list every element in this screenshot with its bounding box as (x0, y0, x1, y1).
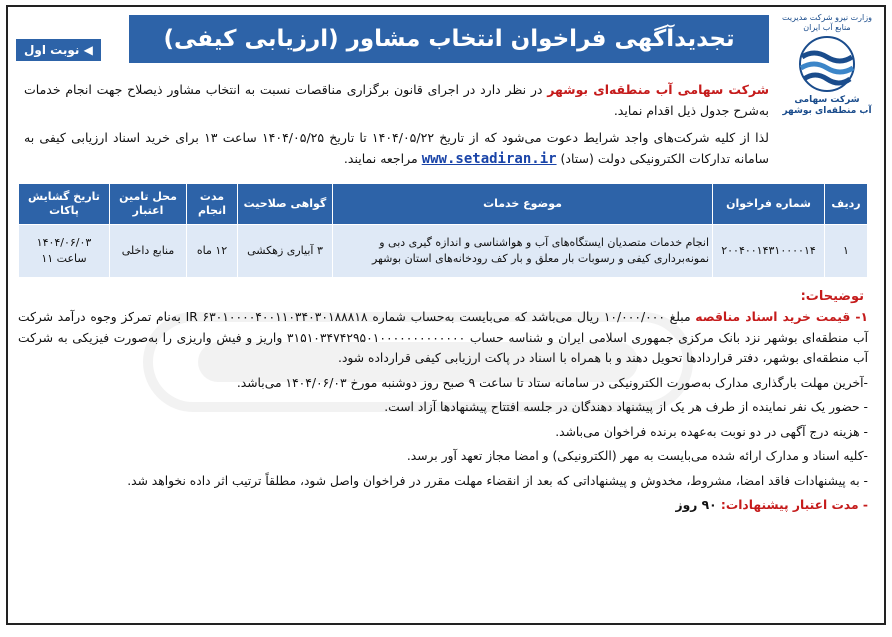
note-item-4: - هزینه درج آگهی در دو نوبت به‌عهده برنده فراخوان می‌باشد. (555, 424, 868, 439)
invitation-paragraph (24, 127, 769, 170)
note-1-label: ۱- قیمت خرید اسناد مناقصه (695, 310, 868, 324)
table-row (19, 225, 868, 278)
note-item-6: - به پیشنهادات فاقد امضا، مشروط، مخدوش و پیشنهاداتی که بعد از انقضاء مهلت مقرر در فراخوان واصل شود، مطلقاً ترتیب اثر داده نخواهد شد. (127, 473, 868, 488)
logo-name-line1: شرکت سهامی (794, 95, 860, 105)
header-duration: مدت انجام (187, 184, 238, 225)
notes-list (18, 307, 868, 520)
header-row-number: ردیف (825, 184, 868, 225)
cell-row-number: ۱ (825, 225, 868, 278)
notice-arrow-icon: ◀ (83, 43, 93, 57)
page-title: تجدیدآگهی فراخوان انتخاب مشاور (ارزیابی کیفی) (163, 26, 735, 52)
logo-name-line2: آب منطقه‌ای بوشهر (782, 106, 872, 116)
header-certificate: گواهی صلاحیت (238, 184, 333, 225)
logo-top-text: وزارت نیرو شرکت مدیریت منابع آب ایران (782, 13, 872, 32)
note-7-value: ۹۰ روز (675, 498, 721, 512)
notes-heading: توضیحات: (800, 289, 864, 304)
note-item-5: -کلیه اسناد و مدارک ارائه شده می‌بایست به مهر (الکترونیکی) و امضا مجاز تعهد آور برسد. (406, 449, 868, 463)
cell-funding: منابع داخلی (110, 225, 187, 278)
title-bar (129, 15, 769, 63)
note-item-7 (18, 495, 868, 516)
header-opening-date: تاریخ گشایش پاکات (19, 184, 110, 225)
intro-company: شرکت سهامی آب منطقه‌ای بوشهر (547, 82, 770, 97)
setad-link[interactable]: www.setadiran.ir (421, 151, 557, 167)
intro-paragraph (24, 79, 769, 121)
header-call-number: شماره فراخوان (713, 184, 825, 225)
invitation-text-after: مراجعه نمایند. (343, 151, 422, 166)
header-funding: محل تامین اعتبار (110, 184, 187, 225)
company-logo (778, 13, 876, 153)
advertisement-page (6, 5, 886, 625)
note-item-1 (18, 307, 868, 369)
notice-badge (16, 39, 101, 61)
table-header-row (19, 184, 868, 225)
cell-opening-date: ۱۴۰۴/۰۶/۰۳ ساعت ۱۱ (19, 225, 110, 278)
note-item-3: - حضور یک نفر نماینده از طرف هر یک از پیشنهاد دهندگان در جلسه افتتاح پیشنهادها آزاد است. (384, 400, 868, 414)
water-waves-logo-icon (796, 35, 858, 93)
cell-certificate: ۳ آبیاری زهکشی (238, 225, 333, 278)
cell-subject: انجام خدمات متصدیان ایستگاه‌های آب و هواشناسی و اندازه گیری دبی و نمونه‌برداری کیفی و رسوبات بار معلق و بار کف رودخانه‌های استان بوشهر (333, 225, 713, 278)
intro-text: در نظر دارد در اجرای قانون برگزاری مناقصات نسبت به انتخاب مشاور ذیصلاح جهت انجام خدمات به‌شرح جدول ذیل اقدام نماید. (24, 82, 769, 118)
note-1-text: مبلغ ۱۰/۰۰۰/۰۰۰ ریال می‌باشد که می‌بایست به‌حساب شماره IR ۶۳۰۱۰۰۰۰۴۰۰۱۱۰۳۴۰۳۰۱۸۸۸۱۸ به‌نام تمرکز وجوه درآمد شرکت آب منطقه‌ای بوشهر نزد بانک مرکزی جمهوری اسلامی ایران و شناسه حساب ۳۱۵۱۰۳۴۷۴۲۹۵۰۱۰۰۰۰۰۰۰۰۰۰۰۰۰ واریز و فیش واریزی را به‌صورت فیزیکی به شرکت آب منطقه‌ای بوشهر، دفتر قراردادها تحویل دهند و با همراه با اسناد در پاکت ارزیابی کیفی قرارداده شود. (18, 310, 868, 365)
cell-duration: ۱۲ ماه (187, 225, 238, 278)
invitation-text-before: لذا از کلیه شرکت‌های واجد شرایط دعوت می‌شود که از تاریخ ۱۴۰۴/۰۵/۲۲ تا تاریخ ۱۴۰۴/۰۵/۲۵ ساعت ۱۳ برای خرید اسناد ارزیابی کیفی به سامانه تدارکات الکترونیکی دولت (ستاد) (24, 130, 769, 166)
cell-call-number: ۲۰۰۴۰۰۱۴۳۱۰۰۰۰۱۴ (713, 225, 825, 278)
note-7-label: - مدت اعتبار پیشنهادات: (720, 498, 868, 512)
header-subject: موضوع خدمات (333, 184, 713, 225)
note-item-2: -آخرین مهلت بارگذاری مدارک به‌صورت الکترونیکی در سامانه ستاد تا ساعت ۹ صبح روز دوشنبه مورخ ۱۴۰۴/۰۶/۰۳ می‌باشد. (236, 375, 868, 390)
services-table (18, 183, 868, 278)
notice-label: نوبت اول (24, 43, 80, 57)
